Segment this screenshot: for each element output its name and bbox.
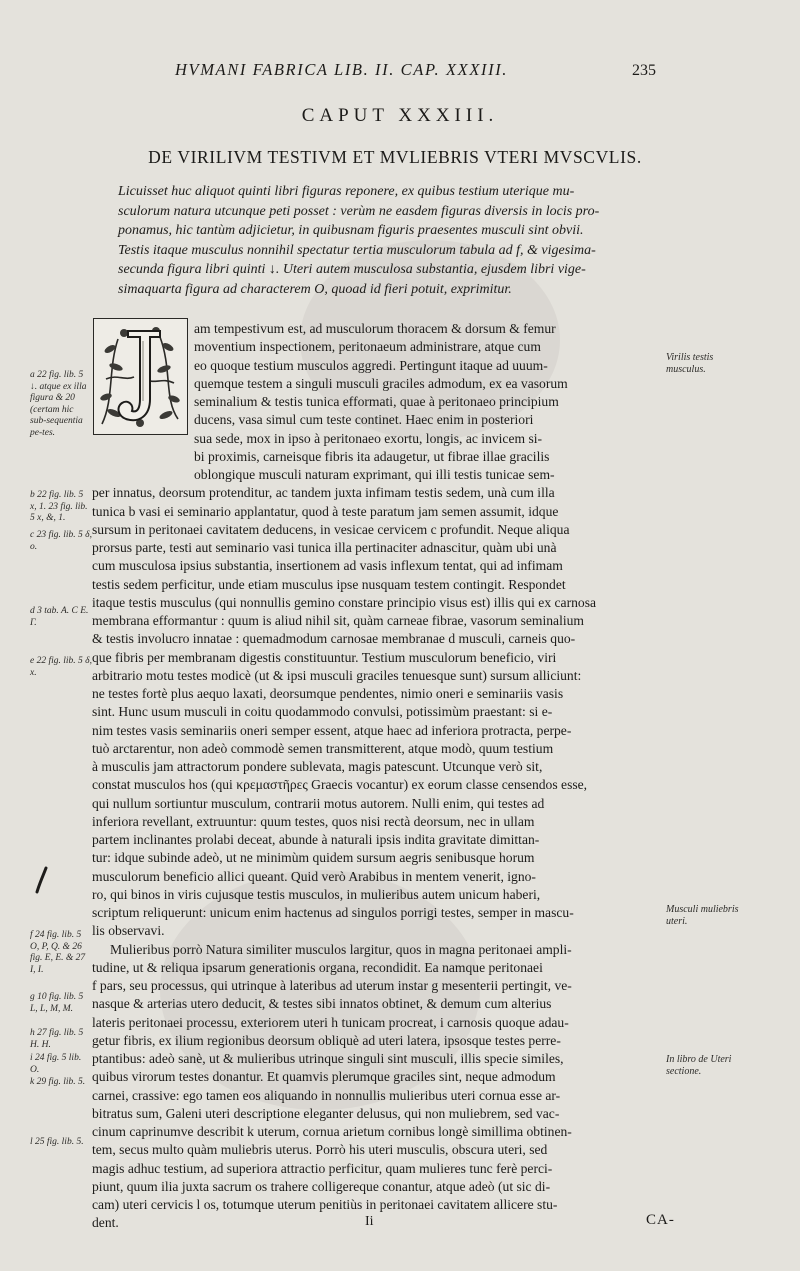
text-line: cum musculosa ipsius substantia, insertionem ad vasis inflexum tentat, qui ad infimam (92, 558, 563, 574)
text-line: eo quoque testium musculos aggredi. Pertingunt itaque ad uuum- (194, 357, 548, 373)
text-line: dent. (92, 1215, 119, 1231)
text-line: que fibris per membranam digestis constituuntur. Testium musculorum beneficio, viri (92, 649, 557, 665)
text-line: itaque testis musculus (qui nonnullis gemino constare principio visus est) illis qui ex carnosa (92, 594, 597, 610)
margin-note-right: Virilis testis musculus. (666, 352, 714, 375)
text-line: quemque testem a singuli musculi graciles admodum, ex ea vasorum (194, 375, 568, 391)
text-line: nim testes vasis seminariis oneri semper essent, atque haec ad inferiora protracta, perpe- (92, 722, 572, 738)
text-line: lateris peritonaei processu, exteriorem uteri h tunicam procreat, i carnosis quoque adau- (92, 1014, 569, 1030)
text-line: sint. Hunc usum musculi in coitu quodammodo convulsi, potissimùm praestant: si e- (92, 704, 553, 720)
summary-line: secunda figura libri quinti ↓. Uteri autem musculosa substantia, ejusdem libri vige- (118, 262, 586, 278)
text-line: constat musculos hos (qui κρεμαστῆρες Graecis vocantur) ex eorum classe censendos esse, (92, 777, 588, 793)
summary-line: ponamus, hic tantùm adjicietur, in quibusnam figuris praesentes musculi sint obvii. (118, 223, 584, 239)
text-line: membrana efformantur : quum is aliud nihil sit, quàm carneae fibrae, vasorum seminalium (92, 613, 585, 628)
text-line: tudine, ut & reliqua ipsarum generationis organa, recondidit. Ea namque peritonaei (92, 959, 543, 975)
text-line: nasque & arterias utero deducit, & testes sibi innatos obtinet, & demum cum alterius (92, 996, 552, 1012)
text-line: cam) uteri cervicis l os, totumque uterum penitiùs in peritonaei cavitatem allicere stu- (92, 1197, 558, 1212)
text-line: bitratus sum, Galeni uteri descriptione eleganter delusus, qui non muliebrem, sed vac- (92, 1105, 560, 1121)
text-line: lis observavi. (92, 923, 165, 939)
text-line: qui nullum sortiuntur musculum, contrarii motus autorem. Nulli enim, qui testes ad (92, 795, 545, 811)
text-line: arbitrario motu testes modicè (ut & ipsi musculi graciles tenuesque sunt) sursum alliciunt: (92, 667, 582, 683)
page-number: 235 (632, 62, 656, 79)
text-line: ducens, vasa simul cum teste continet. Haec enim in posteriori (194, 412, 534, 428)
text-line: piunt, quum ilia juxta sacrum os trahere colligereque conantur, atque adeò (ut sic di- (92, 1178, 551, 1194)
text-line: inferiora revellant, extruuntur: quum testes, quos nisi rectà deorsum, nec in ullam (92, 813, 535, 829)
text-line: & testis involucro innatae : quemadmodum carnosae membranae d musculi, carneis quo- (92, 631, 576, 647)
text-line: magis adhuc testium, ad superiora attractio perficitur, quam mulieres tunc ferè perci- (92, 1160, 553, 1176)
margin-note-left: g 10 fig. lib. 5 L, L, M, M. (30, 992, 84, 1014)
ink-mark (34, 866, 50, 894)
margin-note-left: h 27 fig. lib. 5 H. H. (30, 1028, 84, 1050)
summary-line: Licuisset huc aliquot quinti libri figuras reponere, ex quibus testium uterique mu- (118, 184, 575, 199)
chapter-title: DE VIRILIVM TESTIVM ET MVLIEBRIS VTERI MVSCVLIS. (148, 147, 642, 167)
text-line: carnei, crassive: ego tamen eos aliquando in nonnullis mulieribus uteri cornua esse ar- (92, 1087, 561, 1103)
text-line: Mulieribus porrò Natura similiter musculos largitur, quos in magna peritonaei ampli- (110, 941, 572, 957)
text-line: sua sede, mox in ipso à peritonaeo exortu, longis, ac invicem si- (194, 430, 543, 446)
text-line: f pars, seu processus, qui utrinque à lateribus ad uterum instar g mesenterii pertingit, ve- (92, 978, 572, 993)
summary-line: sculorum natura utcunque peti posset : verùm ne easdem figuras diversis in locis pro- (118, 203, 600, 219)
summary-line: simaquarta figura ad characterem O, quoad id fieri potuit, exprimitur. (118, 281, 512, 297)
text-line: tem, secus multo quàm muliebris uterus. Porrò his uteri musculis, obscura uteri, sed (92, 1142, 548, 1158)
text-line: bi proximis, carneisque fibris ita adaugetur, ut fibrae illae gracilis (194, 448, 550, 464)
margin-note-left: b 22 fig. lib. 5 x, 1. 23 fig. lib. 5 x, &, 1. (30, 490, 88, 523)
margin-note-right: In libro de Uteri sectione. (666, 1054, 732, 1077)
chapter-summary (118, 182, 661, 300)
margin-note-right: Musculi muliebris uteri. (666, 904, 739, 927)
text-line: tunica b vasi ei seminario applantatur, quod à teste paratum jam semen assumit, idque (92, 503, 559, 519)
text-line: scriptum reliquerunt: unicum enim hactenus ad singulos porrigi testes, semper in mascu- (92, 905, 574, 920)
text-line: musculorum beneficio allici queant. Quid verò Arabibus in mentem venerit, igno- (92, 868, 536, 884)
running-title: HVMANI FABRICA LIB. II. CAP. XXXIII. (175, 60, 509, 79)
text-line: sursum in peritonaei cavitatem deducens, in vesicae cervicem c profundit. Neque aliqua (92, 521, 570, 537)
margin-note-left: f 24 fig. lib. 5 O, P, Q. & 26 fig. E, E. & 27 I, I. (30, 930, 86, 975)
text-line: prorsus parte, testi aut seminario vasi tunica illa pertinaciter adnascitur, quàm ubi unà (92, 540, 557, 555)
text-line: ptantibus: adeò sanè, ut & mulieribus utrinque singuli sint musculi, illis specie similes, (92, 1051, 564, 1066)
margin-note-left: l 25 fig. lib. 5. (30, 1137, 84, 1147)
text-line: oblongique musculi naturam exprimant, qui illi testis tunicae sem- (194, 467, 555, 482)
signature-mark: Ii (365, 1214, 374, 1229)
text-line: partem inclinantes prolabi deceat, abunde à naturali ipsis indita gravitate dimittan- (92, 832, 540, 847)
margin-note-left: d 3 tab. A. C E. Γ. (30, 606, 89, 628)
text-line: getur fibris, ex ilium regionibus deorsum obliquè ad uteri latera, ipsosque testes perre- (92, 1032, 561, 1048)
margin-note-left: a 22 fig. lib. 5 ↓. atque ex illa figura & 20 (certam hic sub-sequentia pe-tes. (30, 370, 87, 438)
text-line: ne testes fortè plus aequo laxati, deorsumque pendentes, nimio oneri e seminariis vasis (92, 686, 564, 701)
text-line: moventium inspectionem, peritonaeum administrare, atque cum (194, 339, 541, 355)
text-line: à musculis jam attractorum pondere sublevata, magis patescunt. Utcunque verò sit, (92, 759, 543, 774)
text-line: tur: idque subinde adeò, ut ne minimùm quidem sursum aegris senibusque horum (92, 850, 535, 866)
summary-line: Testis itaque musculus nonnihil spectatur tertia musculorum tabula ad f, & vigesima- (118, 242, 596, 258)
catchword: CA- (646, 1212, 675, 1228)
text-line: per innatus, deorsum protenditur, ac tandem juxta infimam testis sedem, unà cum illa (92, 485, 555, 501)
text-line: ro, qui binos in viris cujusque testis musculos, in mulieribus autem unicum haberi, (92, 886, 541, 902)
margin-note-left: i 24 fig. 5 lib. O. (30, 1053, 82, 1075)
text-line: cinum caprinumve describit k uterum, cornua arietum cornibus longè simillima obtinen- (92, 1124, 572, 1139)
margin-note-left: k 29 fig. lib. 5. (30, 1077, 86, 1087)
text-line: quibus virorum testes donantur. Et quamvis plerumque graciles sint, neque admodum (92, 1069, 556, 1085)
main-text (92, 320, 664, 1233)
text-line: am tempestivum est, ad musculorum thoracem & dorsum & femur (194, 321, 556, 336)
chapter-number: CAPUT XXXIII. (301, 105, 499, 126)
text-line: seminalium & testis tunica efformati, quae à peritonaeo principium (194, 394, 559, 409)
text-line: tuò arctarentur, non adeò commodè semen transmitterent, atque modò, quum testium (92, 740, 554, 756)
text-line: testis sedem perficitur, unde etiam musculus ipse nusquam testem contingit. Respondet (92, 576, 566, 592)
margin-note-left: c 23 fig. lib. 5 δ, o. (30, 530, 92, 552)
margin-note-left: e 22 fig. lib. 5 δ, x. (30, 656, 92, 678)
